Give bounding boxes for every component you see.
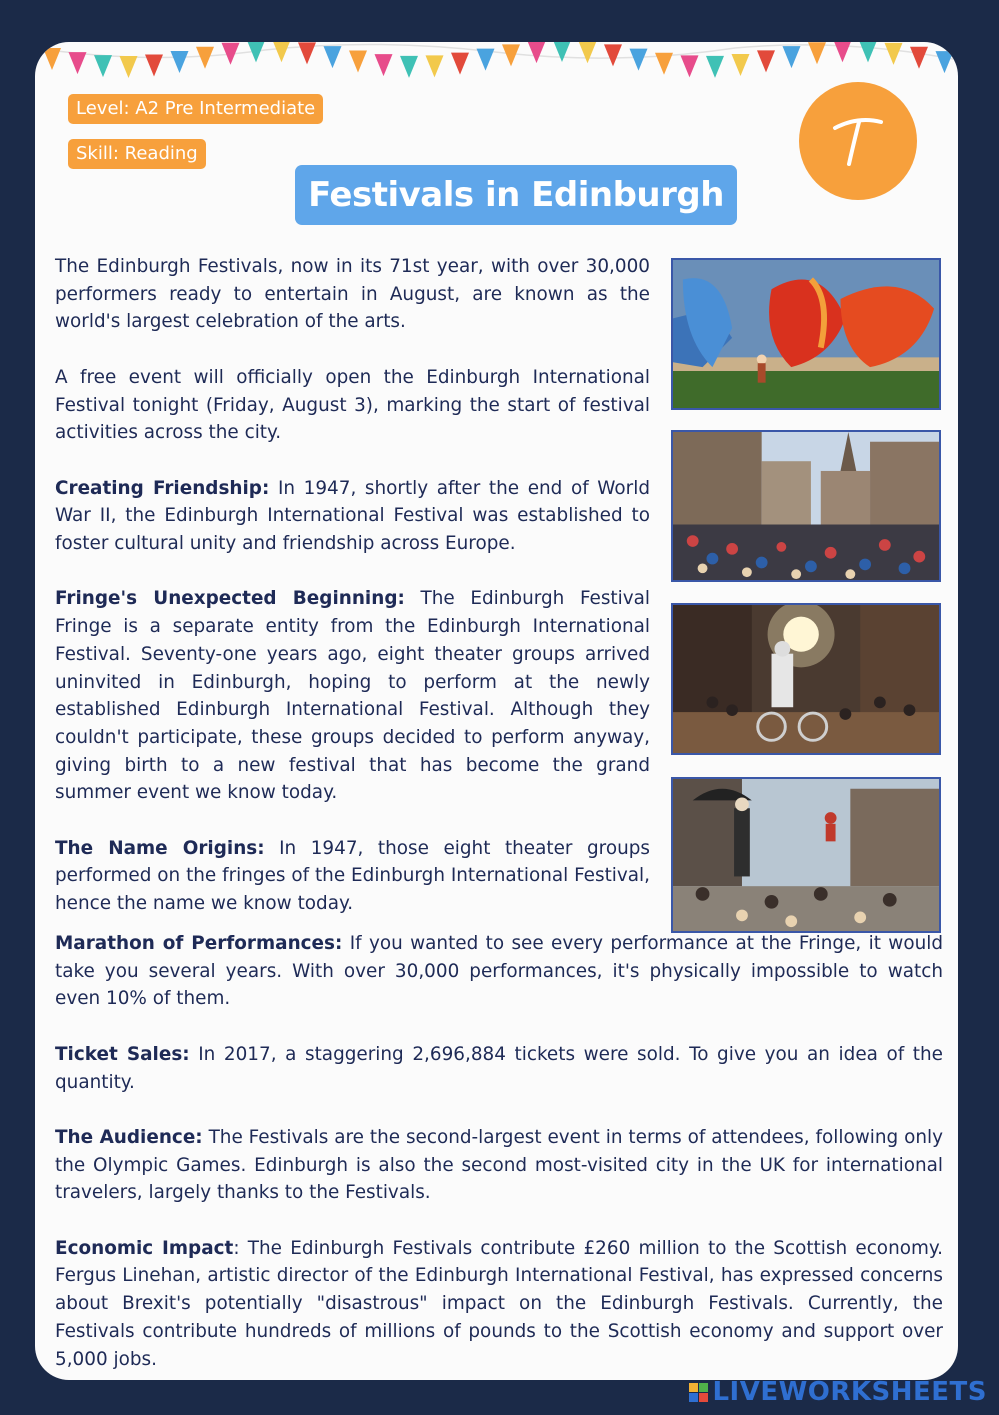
paragraph-ticket-sales: Ticket Sales: In 2017, a staggering 2,696,884 tickets were sold. To give you an idea of the quantity. (55, 1043, 943, 1093)
bunting-flag (196, 47, 214, 69)
bunting-flag (885, 43, 903, 65)
bunting-flag (579, 42, 597, 63)
page-title: Festivals in Edinburgh (295, 165, 737, 225)
bunting-flag (808, 42, 826, 64)
bunting-flag (477, 49, 495, 71)
bunting-flag (757, 50, 775, 72)
paragraph-creating-friendship: Creating Friendship: In 1947, shortly after the end of World War II, the Edinburgh International Festival was established to foster cultural unity and friendship across Europe. (55, 477, 650, 554)
bunting-flag (706, 56, 724, 78)
liveworksheets-logo-icon (689, 1383, 708, 1402)
bunting-flag (604, 44, 622, 66)
letter-t-logo-icon (823, 106, 893, 176)
paragraph-intro: The Edinburgh Festivals, now in its 71st year, with over 30,000 performers ready to entertain in August, are known as the world's largest celebration of the arts. (55, 256, 650, 333)
bunting-flag (43, 48, 61, 70)
bunting-flag (273, 42, 291, 62)
paragraph-opening-event: A free event will officially open the Edinburgh International Festival tonight (Friday, August 3), marking the start of festival activities across the city. (55, 366, 650, 444)
costume-photo-icon (673, 260, 939, 408)
bunting-flag (528, 42, 546, 63)
bunting-flag (732, 54, 750, 76)
bunting-flag (936, 51, 954, 73)
bunting-flag (502, 44, 520, 66)
bunting-flag (94, 55, 112, 77)
bunting-flag (910, 47, 928, 69)
article-column-top (55, 253, 650, 918)
skill-tag: Skill: Reading (68, 139, 206, 169)
festival-costume-photo (671, 258, 941, 410)
worksheet-card (35, 42, 958, 1380)
bunting-flag (349, 50, 367, 72)
sunny-street-performer-photo (671, 603, 941, 755)
bunting-flag (298, 42, 316, 64)
bunting-flag (69, 52, 87, 74)
logo-badge (799, 82, 917, 200)
sunny-street-photo-icon (673, 605, 939, 753)
bunting-flag (400, 56, 418, 78)
paragraph-fringe-beginning: Fringe's Unexpected Beginning: The Edinburgh Festival Fringe is a separate entity from the Edinburgh International Festival. Seventy-one years ago, eight theater groups arrived uninvited in Edinburgh, hoping to perform at the newly established Edinburgh International Festival. Although they couldn't participate, these groups decided to perform anyway, giving birth to a new festival that has become the grand summer event we know today. (55, 588, 650, 804)
watermark-text: LIVEWORKSHEETS (712, 1377, 987, 1407)
bunting-flag (655, 53, 673, 75)
bunting-flag (324, 46, 342, 68)
bunting-flag (171, 51, 189, 73)
bunting-flag (681, 55, 699, 77)
bunting-flag (630, 49, 648, 71)
paragraph-audience: The Audience: The Festivals are the second-largest event in terms of attendees, following only the Olympic Games. Edinburgh is also the second most-visited city in the UK for international travelers, largely thanks to the Festivals. (55, 1126, 943, 1204)
bunting-flag (375, 54, 393, 76)
liveworksheets-watermark (689, 1377, 987, 1407)
paragraph-economic-impact: Economic Impact: The Edinburgh Festivals contribute £260 million to the Scottish economy. Fergus Linehan, artistic director of the Edinburgh International Festival, has expressed concerns about Brexit's potentially "disastrous" impact on the Edinburgh Festivals. Currently, the Festivals contribute hundreds of millions of pounds to the Scottish economy and support over 5,000 jobs. (55, 1237, 943, 1370)
bunting-flag (859, 42, 877, 62)
bunting-flag (145, 54, 163, 76)
bunting-flag (120, 56, 138, 78)
bunting-flag (783, 46, 801, 68)
royal-mile-crowd-photo (671, 430, 941, 582)
article-column-bottom (55, 930, 943, 1373)
umbrella-photo-icon (673, 779, 939, 931)
bunting-flag (553, 42, 571, 62)
level-tag: Level: A2 Pre Intermediate (68, 94, 323, 124)
crowd-photo-icon (673, 432, 939, 580)
bunting-flag (451, 53, 469, 75)
street-performance-umbrella-photo (671, 777, 941, 933)
bunting-flag (426, 55, 444, 77)
bunting-decoration (35, 42, 958, 102)
paragraph-name-origins: The Name Origins: In 1947, those eight theater groups performed on the fringes of the Edinburgh International Festival, hence the name we know today. (55, 837, 650, 915)
bunting-flag (834, 42, 852, 62)
paragraph-marathon: Marathon of Performances: If you wanted to see every performance at the Fringe, it would take you several years. With over 30,000 performances, it's physically impossible to watch even 10% of them. (55, 933, 944, 1010)
